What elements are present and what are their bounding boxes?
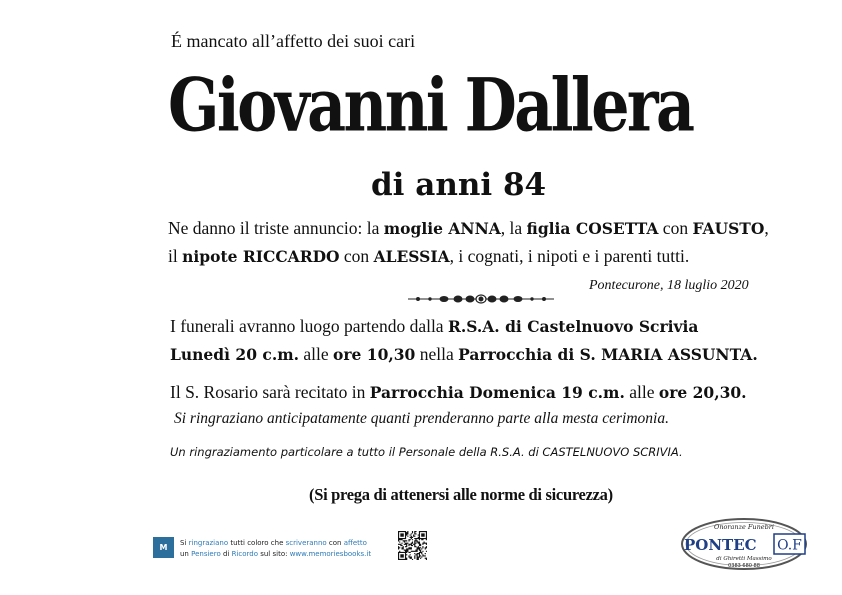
- announcement-line-2: [168, 246, 689, 267]
- bold-run: figlia COSETTA: [526, 219, 659, 238]
- thanks-line-1: Si ringraziano anticipatamente quanti prenderanno parte alla mesta cerimonia.: [174, 410, 669, 427]
- bold-run: Parrocchia Domenica 19 c.m.: [369, 383, 625, 402]
- text-run: alle: [624, 382, 659, 402]
- text-run: ,: [764, 218, 769, 238]
- text-run: con: [326, 539, 344, 547]
- funeral-line-2: [170, 344, 758, 365]
- highlight-run: Pensiero: [191, 550, 221, 558]
- highlight-run: affetto: [343, 539, 367, 547]
- memoriesbooks-text: [180, 538, 371, 560]
- intro-line: É mancato all’affetto dei suoi cari: [171, 31, 416, 51]
- bold-run: R.S.A. di Castelnuovo Scrivia: [447, 317, 699, 336]
- text-run: alle: [299, 344, 334, 364]
- bold-run: Lunedì 20 c.m.: [170, 345, 300, 364]
- bold-run: ore 10,30: [333, 345, 416, 364]
- funeral-line-1: [170, 316, 698, 337]
- rosary-line: [170, 382, 747, 403]
- funeral-home-logo: [680, 517, 810, 571]
- highlight-run: scriveranno: [285, 539, 327, 547]
- logo-phone: 0383 680 88: [728, 563, 760, 569]
- memoriesbooks-line-1: [180, 538, 371, 549]
- age-line: di anni 84: [371, 167, 547, 203]
- logo-name: PONTEC: [684, 536, 757, 554]
- bold-run: nipote RICCARDO: [182, 247, 340, 266]
- place-date: Pontecurone, 18 luglio 2020: [589, 278, 749, 293]
- text-run: un: [180, 550, 192, 558]
- text-run: sul sito:: [258, 550, 290, 558]
- bold-run: FAUSTO: [692, 219, 765, 238]
- logo-box-text: O.F: [777, 537, 802, 554]
- bold-run: ALESSIA: [373, 247, 450, 266]
- text-run: I funerali avranno luogo partendo dalla: [170, 316, 448, 336]
- deceased-name: Giovanni Dallera: [168, 62, 693, 149]
- text-run: , la: [500, 218, 527, 238]
- text-run: , i cognati, i nipoti e i parenti tutti.: [449, 246, 690, 266]
- text-run: Si: [180, 539, 189, 547]
- qr-code-icon[interactable]: [398, 531, 427, 560]
- text-run: tutti coloro che: [228, 539, 286, 547]
- safety-note: (Si prega di attenersi alle norme di sicurezza): [309, 485, 613, 504]
- divider-ornament: [406, 291, 556, 307]
- text-run: di: [220, 550, 232, 558]
- text-run: con: [339, 246, 374, 266]
- bold-run: moglie ANNA: [383, 219, 501, 238]
- text-run: Ne danno il triste annuncio: la: [168, 218, 384, 238]
- logo-top-text: Onoranze Funebri: [713, 523, 775, 531]
- text-run: nella: [415, 344, 459, 364]
- bold-run: Parrocchia di S. MARIA ASSUNTA.: [458, 345, 758, 364]
- thanks-line-2: Un ringraziamento particolare a tutto il Personale della R.S.A. di CASTELNUOVO SCRIVIA.: [170, 445, 683, 459]
- bold-run: ore 20,30.: [658, 383, 747, 402]
- text-run: il: [168, 246, 183, 266]
- highlight-run: Ricordo: [231, 550, 258, 558]
- text-run: Il S. Rosario sarà recitato in: [170, 382, 370, 402]
- highlight-run: www.memoriesbooks.it: [289, 550, 372, 558]
- memoriesbooks-icon: M: [153, 537, 174, 558]
- highlight-run: ringraziano: [188, 539, 229, 547]
- logo-sub-text: di Ghiretti Massimo: [716, 556, 772, 562]
- text-run: con: [658, 218, 693, 238]
- memoriesbooks-line-2: [180, 549, 371, 560]
- announcement-line-1: [168, 218, 769, 239]
